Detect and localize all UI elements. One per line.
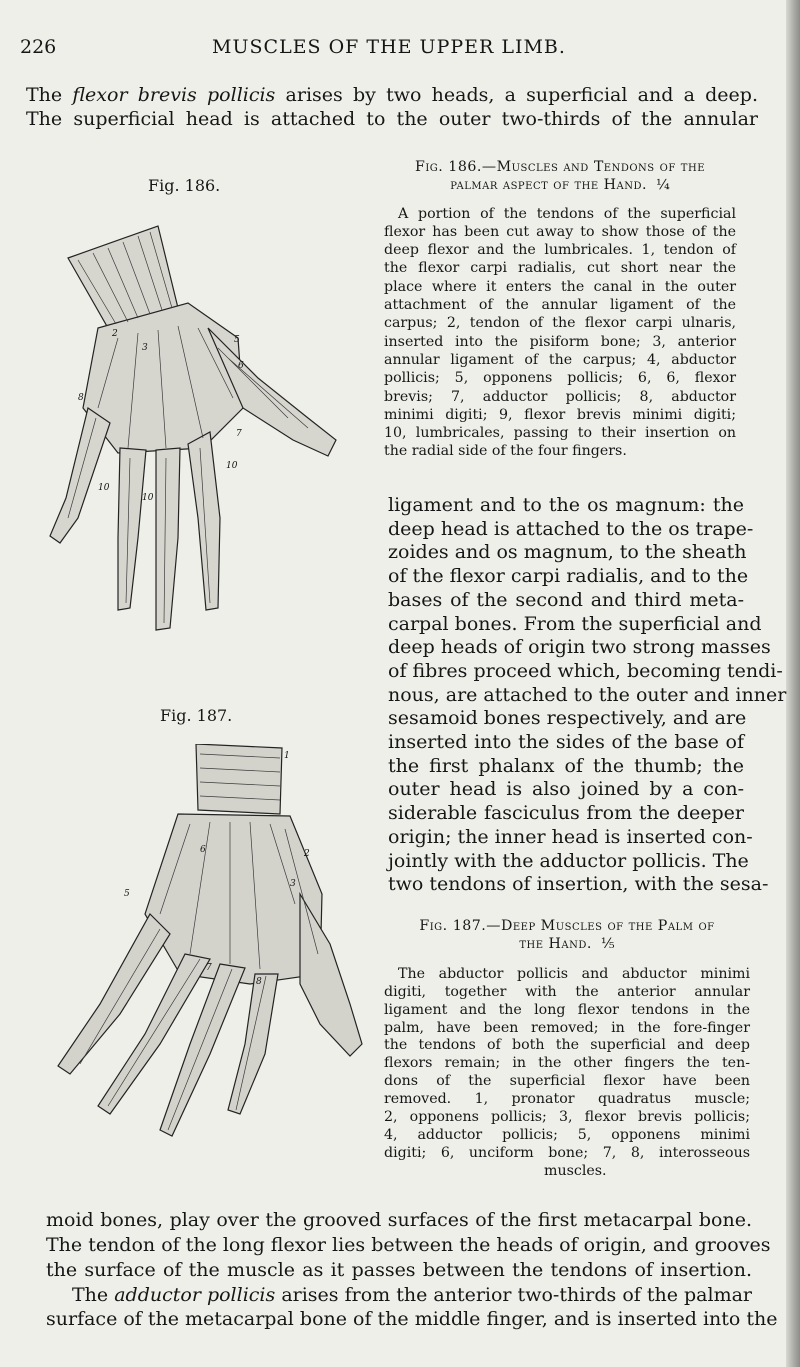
fig187-num: 5 — [124, 889, 130, 899]
caption-line: 10, lumbricales, passing to their insertion on — [384, 425, 736, 442]
caption-line: deep flexor and the lumbricales. 1, tendon of — [384, 242, 736, 259]
caption-line: removed. 1, pronator quadratus muscle; — [384, 1091, 750, 1108]
caption-line: minimi digiti; 9, flexor brevis minimi digiti; — [384, 406, 736, 423]
term-adductor-pollicis: adductor pollicis — [114, 1284, 276, 1306]
caption-line: pollicis; 5, opponens pollicis; 6, 6, flexor — [384, 370, 736, 387]
fig187-num: 1 — [284, 751, 290, 761]
fig186-num: 5 — [234, 335, 240, 345]
fig187-num: 3 — [290, 879, 296, 889]
caption-line: palm, have been removed; in the fore-finger — [384, 1019, 750, 1036]
caption-line: flexor has been cut away to show those of the — [384, 223, 736, 240]
caption-line: the flexor carpi radialis, cut short near the — [384, 260, 736, 277]
text-line: surface of the metacarpal bone of the middle finger, and is inserted into the — [46, 1308, 778, 1330]
caption-line: The abductor pollicis and abductor minimi — [398, 965, 750, 982]
fig-187-label: Fig. 187. — [160, 706, 233, 725]
fig-186-caption — [384, 158, 736, 461]
caption-title: the Hand. ⅕ — [519, 935, 615, 952]
caption-line: inserted into the pisiform bone; 3, anterior — [384, 333, 736, 350]
caption-line: dons of the superficial flexor have been — [384, 1073, 750, 1090]
caption-line: annular ligament of the carpus; 4, abductor — [384, 351, 736, 368]
text-line: sesamoid bones respectively, and are — [388, 707, 747, 730]
text-line: The superficial head is attached to the outer two-thirds of the annular — [26, 108, 758, 130]
fig187-num: 2 — [304, 849, 310, 859]
fig-187-hand-illustration — [50, 744, 370, 1144]
caption-line: place where it enters the canal in the outer — [384, 278, 736, 295]
caption-line: carpus; 2, tendon of the flexor carpi ulnaris, — [384, 315, 736, 332]
fig186-num: 3 — [142, 343, 148, 353]
page-number: 226 — [20, 36, 57, 58]
fig-186-hand-illustration — [38, 218, 338, 648]
text-line: moid bones, play over the grooved surfaces of the first metacarpal bone. — [46, 1209, 752, 1231]
text-line: The adductor pollicis arises from the anterior two-thirds of the palmar — [72, 1284, 752, 1306]
page-edge — [786, 0, 800, 1367]
text-line: carpal bones. From the superficial and — [388, 612, 762, 635]
caption-line: muscles. — [544, 1162, 607, 1179]
text-line: inserted into the sides of the base of — [388, 731, 744, 754]
fig186-num: 6 — [238, 361, 244, 371]
text-line: nous, are attached to the outer and inner — [388, 683, 787, 706]
text-line: deep heads of origin two strong masses — [388, 636, 771, 659]
text-line: zoides and os magnum, to the sheath — [388, 541, 747, 564]
text-line: the first phalanx of the thumb; the — [388, 754, 744, 777]
fig-186-label: Fig. 186. — [148, 176, 221, 195]
fig186-num: 10 — [98, 483, 110, 493]
fig186-num: 7 — [236, 429, 242, 439]
term-flexor-brevis-pollicis: flexor brevis pollicis — [72, 84, 276, 106]
adductor-paragraph — [46, 1283, 778, 1331]
fig186-num: 10 — [142, 493, 154, 503]
running-title: MUSCLES OF THE UPPER LIMB. — [212, 36, 566, 58]
fig187-num: 6 — [200, 845, 206, 855]
caption-line: the radial side of the four fingers. — [384, 443, 627, 460]
bottom-paragraph — [46, 1208, 771, 1283]
fig187-num: 7 — [206, 963, 212, 973]
caption-line: ligament and the long flexor tendons in the — [384, 1001, 750, 1018]
caption-line: A portion of the tendons of the superficial — [398, 205, 736, 222]
caption-line: attachment of the annular ligament of the — [384, 297, 736, 314]
caption-line: digiti; 6, unciform bone; 7, 8, interosseous — [384, 1144, 750, 1161]
text-line: ligament and to the os magnum: the — [388, 494, 744, 516]
caption-line: brevis; 7, adductor pollicis; 8, abductor — [384, 388, 736, 405]
fig186-num: 2 — [112, 329, 118, 339]
scale-fraction: ¼ — [656, 177, 670, 194]
fig-187-caption — [384, 918, 750, 1181]
caption-title: palmar aspect of the Hand. ¼ — [450, 177, 670, 194]
middle-column-text — [388, 494, 787, 897]
text-line: outer head is also joined by a con- — [388, 778, 744, 801]
caption-title: Fig. 187.—Deep Muscles of the Palm of — [419, 918, 715, 934]
text-line: The tendon of the long flexor lies between the heads of origin, and grooves — [46, 1234, 771, 1256]
scale-fraction: ⅕ — [600, 935, 615, 952]
text-line: bases of the second and third meta- — [388, 588, 744, 611]
text-line: two tendons of insertion, with the sesa- — [388, 873, 769, 896]
caption-line: 2, opponens pollicis; 3, flexor brevis pollicis; — [384, 1109, 750, 1126]
text-line: The flexor brevis pollicis arises by two heads, a superficial and a deep. — [26, 84, 758, 106]
fig187-num: 8 — [256, 977, 262, 987]
running-header — [20, 36, 758, 62]
caption-line: digiti, together with the anterior annular — [384, 983, 750, 1000]
caption-line: 4, adductor pollicis; 5, opponens minimi — [384, 1126, 750, 1143]
text-line: siderable fasciculus from the deeper — [388, 802, 744, 825]
fig186-num: 10 — [226, 461, 238, 471]
text-line: the surface of the muscle as it passes between the tendons of insertion. — [46, 1259, 752, 1281]
text-line: of fibres proceed which, becoming tendi- — [388, 659, 783, 682]
text-line: jointly with the adductor pollicis. The — [388, 849, 749, 872]
fig186-num: 8 — [78, 393, 84, 403]
caption-line: the tendons of both the superficial and deep — [384, 1037, 750, 1054]
text-line: of the flexor carpi radialis, and to the — [388, 565, 749, 588]
text-line: origin; the inner head is inserted con- — [388, 825, 753, 848]
caption-title: Fig. 186.—Muscles and Tendons of the — [414, 159, 705, 175]
text-line: deep head is attached to the os trape- — [388, 517, 754, 540]
intro-paragraph — [26, 83, 758, 131]
caption-line: flexors remain; in the other fingers the ten- — [384, 1055, 750, 1072]
